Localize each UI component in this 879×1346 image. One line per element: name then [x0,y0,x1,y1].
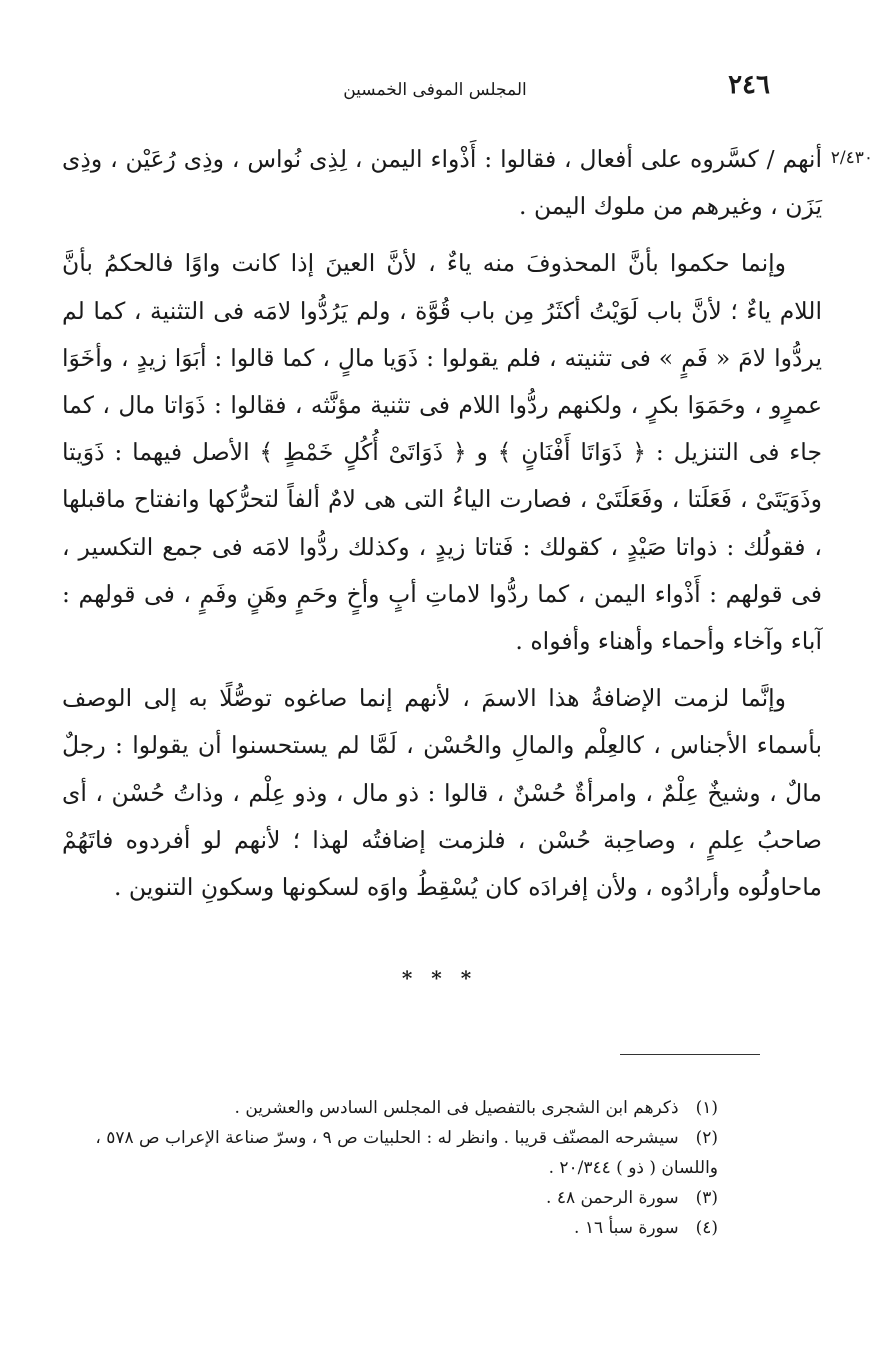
margin-reference: ٢/٤٣٠ [830,148,873,168]
footnote-text: سيشرحه المصنّف قريبا . وانظر له : الحلبيات ص ٩ ، وسرّ صناعة الإعراب ص ٥٧٨ ، [95,1128,679,1148]
footnote-number: (٢) [695,1128,718,1148]
footnote [58,1213,718,1243]
footnotes [58,1093,718,1243]
page-header [60,70,810,110]
footnote-rule [620,1054,760,1055]
page-number: ٢٤٦ [728,70,770,100]
section-separator: * * * [401,966,478,990]
paragraph: وإنما حكموا بأنَّ المحذوفَ منه ياءٌ ، لأنَّ العينَ إذا كانت واوًا فالحكمُ بأنَّ اللام ياءٌ ؛ لأنَّ باب لَوَيْتُ أكثَرُ مِن باب قُوَّة ، ولم يَرُدُّوا لامَه فى التثنية ، كما لم يردُّوا لامَ « فَمٍ » فى تثنيته ، فلم يقولوا : ذَوَيا مالٍ ، كما قالوا : أبَوَا زيدٍ ، وأخَوَا عمرٍو ، وحَمَوَا بكرٍ ، ولكنهم ردُّوا اللام فى تثنية مؤنَّثه ، فقالوا : ذَوَاتا مال ، كما جاء فى التنزيل : ﴿ ذَوَاتَا أَفْنَانٍ ﴾ و ﴿ ذَوَاتَىْ أُكُلٍ خَمْطٍ ﴾ الأصل فيهما : ذَوَيتا وذَوَيَتَىْ ، فَعَلَتا ، وفَعَلَتَىْ ، فصارت الياءُ التى هى لامٌ ألفاً لتحرُّكها وانفتاح ماقبلها ، فقولُك : ذواتا صَيْدٍ ، كقولك : فَتاتا زيدٍ ، وكذلك ردُّوا لامَه فى جمع التكسير ، فى قولهم : أَذْواء اليمن ، كما ردُّوا لاماتِ أبٍ وأخٍ وحَمٍ وهَنٍ وفَمٍ ، فى قولهم : آباء وآخاء وأحماء وأهناء وأفواه . [62,249,822,656]
main-text [62,136,822,911]
footnote-number: (١) [695,1098,718,1118]
footnote-text: ذكرهم ابن الشجرى بالتفصيل فى المجلس السادس والعشرين . [234,1098,679,1118]
footnote-number: (٣) [695,1188,718,1208]
running-title: المجلس الموفى الخمسين [343,80,527,100]
footnote [58,1123,718,1153]
footnote-text: سورة الرحمن ٤٨ . [546,1188,679,1208]
paragraph: أنهم / كسَّروه على أفعال ، فقالوا : أَذْواء اليمن ، لِذِى نُواس ، وذِى رُعَيْن ، وذِى يَزَن ، وغيرهم من ملوك اليمن . [62,145,822,221]
footnote-text: سورة سبأ ١٦ . [574,1218,679,1238]
footnote [58,1093,718,1123]
footnote-number: (٤) [695,1218,718,1238]
footnote-continuation: واللسان ( ذو ) ٢٠/٣٤٤ . [548,1158,718,1178]
footnote [58,1183,718,1213]
paragraph: وإنَّما لزمت الإضافةُ هذا الاسمَ ، لأنهم إنما صاغوه توصُّلًا به إلى الوصف بأسماء الأجناس ، كالعِلْم والمالِ والحُسْن ، لَمَّا لم يستحسنوا أن يقولوا : رجلٌ مالٌ ، وشيخٌ عِلْمٌ ، وامرأةٌ حُسْنٌ ، قالوا : ذو مال ، وذو عِلْم ، وذاتُ حُسْن ، أى صاحبُ عِلمٍ ، وصاحِبة حُسْن ، فلزمت إضافتُه لهذا ؛ لأنهم لو أفردوه فاتَهُمْ ماحاولُوه وأرادُوه ، ولأن إفرادَه كان يُسْقِطُ واوَه لسكونها وسكونِ التنوين . [62,684,822,902]
